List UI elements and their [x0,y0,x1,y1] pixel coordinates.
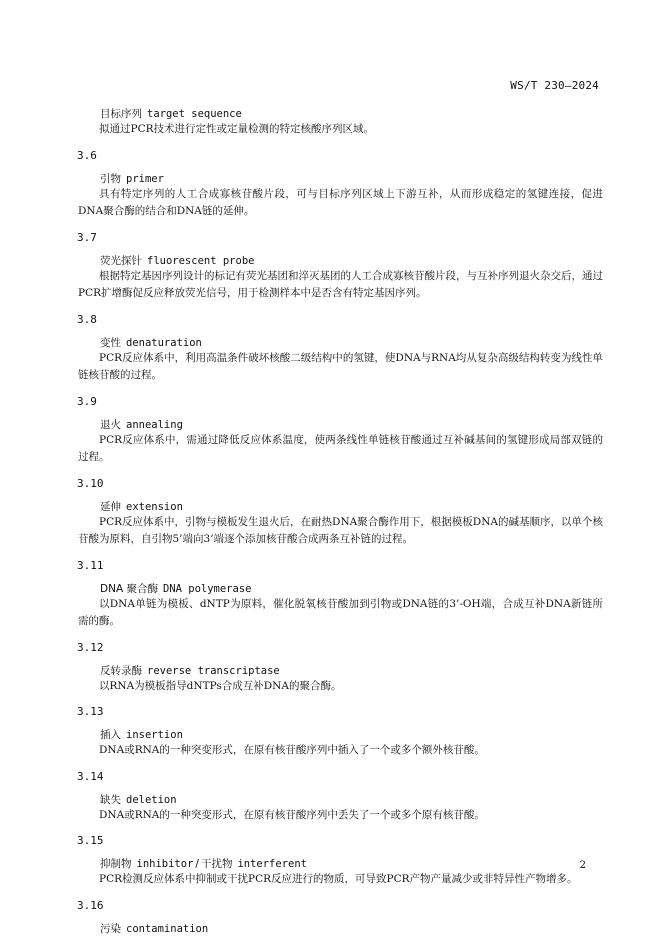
term-title [100,172,662,186]
term-definition: DNA或RNA的一种突变形式，在原有核苷酸序列中插入了一个或多个额外核苷酸。 [99,744,485,756]
clause-number: 3.14 [77,769,104,783]
term-zh: 抑制物 [100,858,132,870]
clause-number: 3.6 [77,148,97,162]
term-entry-3-15 [0,834,662,889]
term-title [100,793,662,807]
term-definition: 拟通过PCR技术进行定性或定量检测的特定核酸序列区域。 [99,123,375,135]
clause-number: 3.8 [77,312,97,326]
term-entry-3-13 [0,705,662,760]
term-zh: 缺失 [100,793,121,806]
term-zh: 目标序列 [100,108,142,120]
term-en: inhibitor [136,858,194,870]
clause-number: 3.12 [77,640,104,654]
term-zh: 延伸 [100,500,121,513]
term-zh: 引物 [100,172,121,185]
term-entry-3-16 [0,899,662,936]
term-title [100,857,662,871]
term-definition: PCR检测反应体系中抑制或干扰PCR反应进行的物质，可导致PCR产物产量减少或非特异性产物增多。 [99,873,578,885]
term-definition: PCR反应体系中，需通过降低反应体系温度，使两条线性单链核苷酸通过互补碱基间的氢键形成局部双链的过程。 [78,433,603,463]
term-title [100,107,662,121]
term-zh: 退火 [100,418,121,431]
term-en: DNA polymerase [162,582,252,595]
term-zh: DNA 聚合酶 [100,582,158,595]
term-separator: / [195,858,199,870]
term-title [100,664,662,678]
term-en: target sequence [147,108,242,120]
term-entry-3-10 [0,477,662,549]
clause-number: 3.10 [77,476,104,490]
term-definition: DNA或RNA的一种突变形式，在原有核苷酸序列中丢失了一个或多个原有核苷酸。 [99,808,485,821]
term-entry-3-7 [0,231,662,303]
term-zh: 污染 [100,922,121,935]
term-definition: 根据特定基因序列设计的标记有荧光基团和淬灭基团的人工合成寡核苷酸片段，与互补序列退火杂交后，通过PCR扩增酶促反应释放荧光信号，用于检测样本中是否含有特定基因序列。 [78,269,603,299]
term-en-alt: interferent [237,858,307,870]
term-definition: 具有特定序列的人工合成寡核苷酸片段，可与目标序列区域上下游互补，从而形成稳定的氢键连接，促进DNA聚合酶的结合和DNA链的延伸。 [78,187,603,217]
term-entry-3-9 [0,395,662,467]
term-definition: PCR反应体系中，引物与模板发生退火后，在耐热DNA聚合酶作用下，根据模板DNA的碱基顺序，以单个核苷酸为原料，自引物5’端向3’端逐个添加核苷酸合成两条互补链的过程。 [78,515,603,545]
term-title [100,418,662,432]
term-zh: 变性 [100,336,121,349]
term-entry-3-11 [0,559,662,631]
term-en: reverse transcriptase [147,664,280,677]
document-body [0,107,662,936]
term-en: contamination [126,922,209,935]
term-zh: 荧光探针 [100,254,142,267]
clause-number: 3.13 [77,705,104,718]
term-entry-3-14 [0,770,662,825]
term-en: insertion [126,729,183,741]
term-title [100,582,662,596]
term-en: denaturation [126,336,202,349]
clause-number: 3.16 [77,898,104,912]
term-definition: 以DNA单链为模板、dNTP为原料，催化脱氧核苷酸加到引物或DNA链的3’-OH端，合成互补DNA新链所需的酶。 [78,597,603,627]
clause-number: 3.9 [77,394,97,408]
term-definition: 以RNA为模板指导dNTPs合成互补DNA的聚合酶。 [99,679,342,692]
term-entry-3-6 [0,149,662,221]
term-definition: PCR反应体系中，利用高温条件破坏核酸二级结构中的氢键，使DNA与RNA均从复杂高级结构转变为线性单链核苷酸的过程。 [78,351,603,381]
term-entry-target-sequence [0,107,662,139]
term-zh: 插入 [100,729,121,741]
term-zh-alt: 干扰物 [200,858,233,870]
term-en: fluorescent probe [147,254,255,267]
term-title [100,500,662,514]
term-en: extension [126,500,183,513]
term-entry-3-12 [0,641,662,696]
clause-number: 3.7 [77,230,97,244]
term-title [100,728,662,742]
term-title [100,922,662,936]
term-zh: 反转录酶 [100,664,142,677]
clause-number: 3.15 [77,834,104,847]
term-entry-3-8 [0,313,662,385]
term-en: deletion [126,793,177,806]
term-en: primer [126,172,164,185]
standard-code-header: WS/T 230—2024 [510,79,599,92]
term-title [100,254,662,268]
page-number: 2 [579,860,586,871]
clause-number: 3.11 [77,558,104,572]
term-en: annealing [126,418,183,431]
term-title [100,336,662,350]
